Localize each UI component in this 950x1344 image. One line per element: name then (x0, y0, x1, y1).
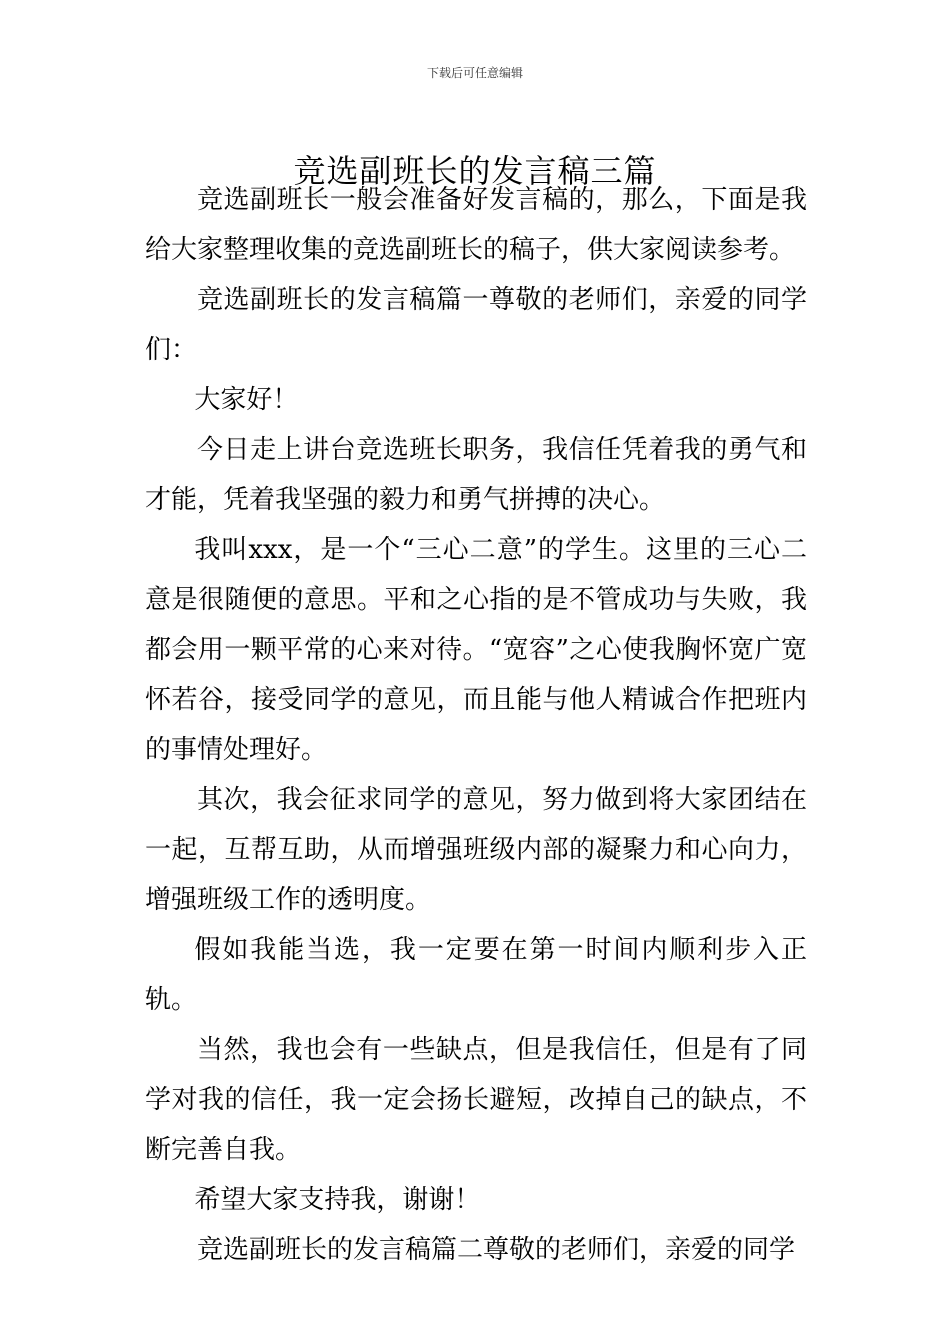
paragraph-secondly: 其次，我会征求同学的意见，努力做到将大家团结在一起，互帮互助，从而增强班级内部的凝聚力和心向力，增强班级工作的透明度。 (145, 785, 807, 915)
paragraph-speech-one-heading: 竞选副班长的发言稿篇一尊敬的老师们，亲爱的同学们： (145, 285, 807, 365)
paragraph-speech-two-heading: 竞选副班长的发言稿篇二尊敬的老师们，亲爱的同学 (197, 1235, 796, 1265)
paragraph-greeting: 大家好！ (194, 385, 299, 415)
document-body (145, 175, 807, 1275)
paragraph-shortcomings: 当然，我也会有一些缺点，但是我信任，但是有了同学对我的信任，我一定会扬长避短，改掉自己的缺点，不断完善自我。 (145, 1035, 807, 1165)
paragraph-if-elected: 假如我能当选，我一定要在第一时间内顺利步入正轨。 (145, 935, 807, 1015)
paragraph-closing: 希望大家支持我，谢谢！ (194, 1185, 481, 1215)
header-note: 下载后可任意编辑 (426, 66, 523, 80)
paragraph-opening: 今日走上讲台竞选班长职务，我信任凭着我的勇气和才能，凭着我坚强的毅力和勇气拼搏的决心。 (145, 435, 807, 515)
document-title: 竞选副班长的发言稿三篇 (293, 152, 657, 191)
paragraph-intro: 竞选副班长一般会准备好发言稿的，那么，下面是我给大家整理收集的竞选副班长的稿子，供大家阅读参考。 (145, 185, 807, 265)
paragraph-self-introduction: 我叫xxx，是一个“三心二意”的学生。这里的三心二意是很随便的意思。平和之心指的是不管成功与失败，我都会用一颗平常的心来对待。“宽容”之心使我胸怀宽广宽怀若谷，接受同学的意见，而且能与他人精诚合作把班内的事情处理好。 (145, 535, 807, 765)
